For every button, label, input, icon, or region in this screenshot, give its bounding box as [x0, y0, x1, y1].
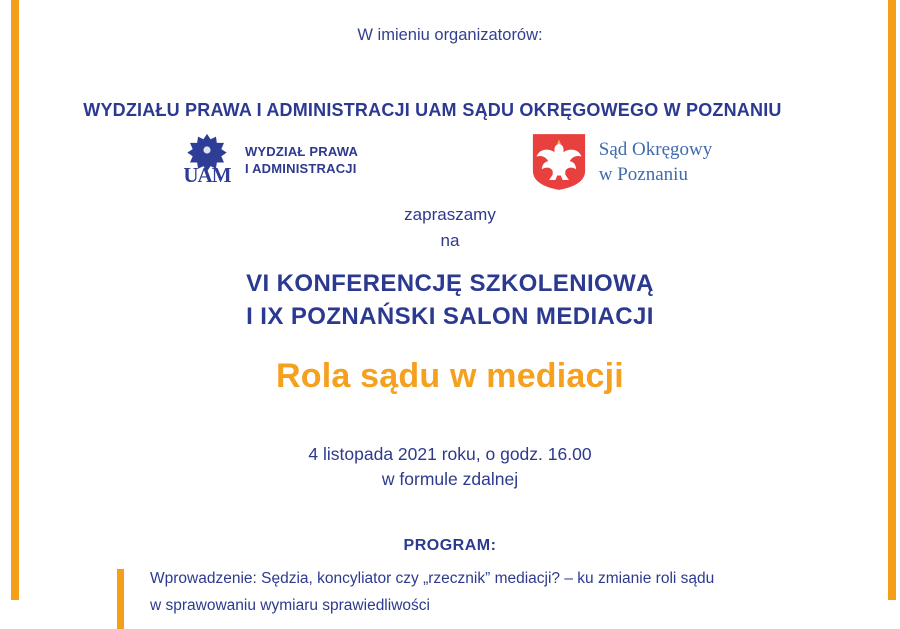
intro-line: W imieniu organizatorów:: [357, 26, 543, 44]
program-item-line1: Wprowadzenie: Sędzia, koncyliator czy „rzecznik” mediacji? – ku zmianie roli sądu: [150, 570, 715, 587]
uam-logo-line2: I ADMINISTRACJI: [244, 160, 357, 176]
organizer-uam-heading: WYDZIAŁU PRAWA I ADMINISTRACJI UAM: [83, 100, 457, 120]
left-border-stripe: [11, 0, 19, 600]
program-heading: PROGRAM:: [403, 537, 497, 554]
organizer-court: [452, 100, 792, 191]
program-item: [117, 565, 817, 629]
uam-logo-text: [245, 143, 358, 177]
court-logo-line1: Sąd Okręgowy: [598, 139, 713, 160]
court-logo-line2: w Poznaniu: [598, 164, 688, 185]
uam-monogram: UAM: [183, 163, 231, 187]
organizer-court-heading: SĄDU OKRĘGOWEGO W POZNANIU: [462, 100, 782, 120]
event-name-line1: VI KONFERENCJĘ SZKOLENIOWĄ: [246, 270, 654, 297]
right-border-stripe: [888, 0, 896, 600]
invite-line2: na: [440, 231, 460, 250]
program-item-line2: w sprawowaniu wymiaru sprawiedliwości: [150, 597, 430, 614]
uam-crest: [182, 133, 232, 186]
event-title: Rola sądu w mediacji: [276, 357, 624, 395]
polish-eagle-icon: [532, 133, 586, 191]
uam-logo-line1: WYDZIAŁ PRAWA: [244, 143, 359, 159]
uam-eagle-icon: [182, 133, 232, 167]
uam-logo: [40, 133, 500, 186]
organizer-uam: [40, 100, 500, 186]
event-name-line2: I IX POZNAŃSKI SALON MEDIACJI: [246, 303, 654, 330]
program-item-marker: [117, 569, 124, 629]
event-date: 4 listopada 2021 roku, o godz. 16.00: [308, 444, 592, 464]
court-logo: [452, 133, 792, 191]
court-logo-text: [599, 137, 712, 187]
event-format: w formule zdalnej: [381, 469, 519, 489]
invite-line1: zapraszamy: [404, 205, 496, 224]
program-item-text: [150, 565, 714, 619]
